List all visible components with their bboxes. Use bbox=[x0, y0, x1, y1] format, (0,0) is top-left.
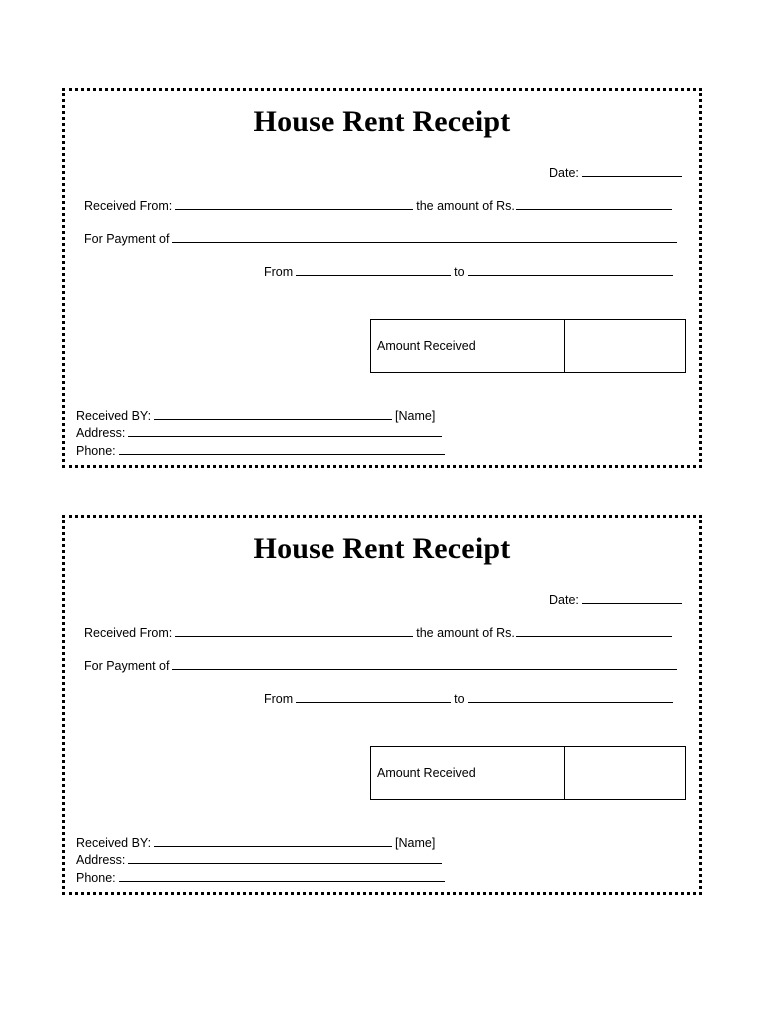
amount-received-field[interactable] bbox=[565, 320, 685, 372]
payment-field[interactable] bbox=[172, 657, 677, 670]
from-field[interactable] bbox=[296, 690, 451, 703]
address-label: Address: bbox=[76, 426, 126, 440]
payment-row bbox=[84, 657, 680, 673]
receipt-title: House Rent Receipt bbox=[253, 105, 511, 138]
date-row bbox=[549, 164, 685, 180]
amount-received-label: Amount Received bbox=[371, 747, 565, 799]
date-row bbox=[549, 591, 685, 607]
amount-field[interactable] bbox=[516, 624, 672, 637]
amount-field[interactable] bbox=[516, 197, 672, 210]
phone-label: Phone: bbox=[76, 871, 116, 885]
date-field[interactable] bbox=[582, 591, 682, 604]
payment-row bbox=[84, 230, 680, 246]
amount-received-box bbox=[370, 746, 686, 800]
phone-field[interactable] bbox=[119, 869, 445, 882]
amount-received-box bbox=[370, 319, 686, 373]
receipt-title: House Rent Receipt bbox=[253, 532, 511, 565]
received-from-label: Received From: bbox=[84, 626, 173, 640]
amount-of-label: the amount of Rs. bbox=[416, 199, 515, 213]
received-from-field[interactable] bbox=[175, 624, 413, 637]
received-by-row bbox=[76, 407, 435, 423]
date-field[interactable] bbox=[582, 164, 682, 177]
address-label: Address: bbox=[76, 853, 126, 867]
from-field[interactable] bbox=[296, 263, 451, 276]
received-from-label: Received From: bbox=[84, 199, 173, 213]
receipt-form-2 bbox=[62, 515, 702, 895]
amount-received-field[interactable] bbox=[565, 747, 685, 799]
date-label: Date: bbox=[549, 166, 579, 180]
payment-label: For Payment of bbox=[84, 659, 170, 673]
receipt-form-1 bbox=[62, 88, 702, 468]
phone-row bbox=[76, 442, 448, 458]
period-row bbox=[264, 263, 676, 279]
received-by-field[interactable] bbox=[154, 407, 392, 420]
received-by-field[interactable] bbox=[154, 834, 392, 847]
address-field[interactable] bbox=[128, 851, 442, 864]
to-label: to bbox=[454, 692, 465, 706]
name-label: [Name] bbox=[395, 836, 436, 850]
received-by-row bbox=[76, 834, 435, 850]
period-row bbox=[264, 690, 676, 706]
to-label: to bbox=[454, 265, 465, 279]
date-label: Date: bbox=[549, 593, 579, 607]
payment-field[interactable] bbox=[172, 230, 677, 243]
received-by-label: Received BY: bbox=[76, 409, 152, 423]
to-field[interactable] bbox=[468, 263, 673, 276]
received-by-label: Received BY: bbox=[76, 836, 152, 850]
name-label: [Name] bbox=[395, 409, 436, 423]
address-row bbox=[76, 851, 445, 867]
phone-row bbox=[76, 869, 448, 885]
address-field[interactable] bbox=[128, 424, 442, 437]
received-from-row bbox=[84, 197, 675, 213]
phone-label: Phone: bbox=[76, 444, 116, 458]
received-from-field[interactable] bbox=[175, 197, 413, 210]
phone-field[interactable] bbox=[119, 442, 445, 455]
address-row bbox=[76, 424, 445, 440]
amount-of-label: the amount of Rs. bbox=[416, 626, 515, 640]
from-label: From bbox=[264, 265, 294, 279]
from-label: From bbox=[264, 692, 294, 706]
received-from-row bbox=[84, 624, 675, 640]
amount-received-label: Amount Received bbox=[371, 320, 565, 372]
to-field[interactable] bbox=[468, 690, 673, 703]
payment-label: For Payment of bbox=[84, 232, 170, 246]
